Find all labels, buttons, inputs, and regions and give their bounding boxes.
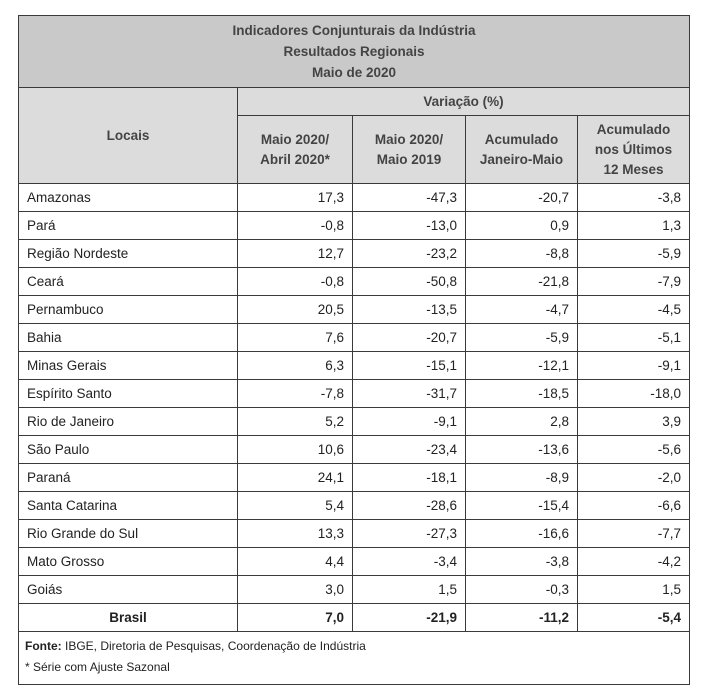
header-col-3-line-2: Janeiro-Maio	[479, 151, 564, 167]
cell-value: -5,9	[578, 240, 690, 268]
table-row	[19, 436, 690, 464]
cell-value: 3,9	[578, 408, 690, 436]
cell-value: -47,3	[353, 184, 466, 212]
table-row	[19, 380, 690, 408]
cell-value: 4,4	[238, 548, 353, 576]
cell-local: Mato Grosso	[19, 548, 238, 576]
cell-value: -7,8	[238, 380, 353, 408]
table-row	[19, 492, 690, 520]
header-col-4	[578, 116, 690, 184]
header-col-1-line-1: Maio 2020/	[260, 131, 330, 147]
cell-local: Santa Catarina	[19, 492, 238, 520]
cell-value: -2,0	[578, 464, 690, 492]
cell-total-value: -21,9	[353, 604, 466, 632]
cell-value: 7,6	[238, 324, 353, 352]
cell-value: -5,1	[578, 324, 690, 352]
cell-local: Amazonas	[19, 184, 238, 212]
table-container	[18, 15, 689, 685]
cell-value: 0,9	[466, 212, 578, 240]
cell-value: -4,5	[578, 296, 690, 324]
header-col-2	[353, 116, 466, 184]
cell-local: São Paulo	[19, 436, 238, 464]
footer-source-text: IBGE, Diretoria de Pesquisas, Coordenação de Indústria	[61, 639, 366, 653]
cell-value: 1,5	[353, 576, 466, 604]
cell-value: 5,2	[238, 408, 353, 436]
cell-value: 20,5	[238, 296, 353, 324]
cell-local: Minas Gerais	[19, 352, 238, 380]
header-col-3-line-1: Acumulado	[484, 131, 559, 147]
cell-value: -21,8	[466, 268, 578, 296]
cell-value: -3,4	[353, 548, 466, 576]
data-table	[18, 15, 690, 685]
cell-value: -4,7	[466, 296, 578, 324]
cell-value: 24,1	[238, 464, 353, 492]
footer-source-label: Fonte:	[25, 639, 62, 653]
total-row	[19, 604, 690, 632]
cell-value: -8,8	[466, 240, 578, 268]
cell-value: -50,8	[353, 268, 466, 296]
cell-value: -18,5	[466, 380, 578, 408]
cell-value: -7,9	[578, 268, 690, 296]
cell-local: Rio de Janeiro	[19, 408, 238, 436]
cell-value: 5,4	[238, 492, 353, 520]
footer-note: * Série com Ajuste Sazonal	[25, 660, 170, 674]
cell-value: -13,6	[466, 436, 578, 464]
table-row	[19, 464, 690, 492]
cell-value: -12,1	[466, 352, 578, 380]
cell-value: -13,0	[353, 212, 466, 240]
header-col-2-line-1: Maio 2020/	[374, 131, 444, 147]
cell-total-value: -11,2	[466, 604, 578, 632]
table-row	[19, 212, 690, 240]
cell-local: Rio Grande do Sul	[19, 520, 238, 548]
header-col-1-line-2: Abril 2020*	[260, 151, 330, 167]
cell-value: -13,5	[353, 296, 466, 324]
header-col-4-line-3: 12 Meses	[603, 161, 664, 177]
cell-value: -9,1	[353, 408, 466, 436]
cell-value: -8,9	[466, 464, 578, 492]
cell-value: -18,0	[578, 380, 690, 408]
title-line-3: Maio de 2020	[312, 65, 397, 80]
cell-value: -23,4	[353, 436, 466, 464]
cell-value: -7,7	[578, 520, 690, 548]
table-row	[19, 296, 690, 324]
table-title	[19, 16, 690, 88]
cell-value: -16,6	[466, 520, 578, 548]
cell-value: -5,6	[578, 436, 690, 464]
cell-value: -20,7	[466, 184, 578, 212]
cell-value: -0,3	[466, 576, 578, 604]
cell-local: Pará	[19, 212, 238, 240]
cell-value: 1,5	[578, 576, 690, 604]
header-col-4-line-1: Acumulado	[596, 121, 671, 137]
cell-value: -6,6	[578, 492, 690, 520]
cell-value: -28,6	[353, 492, 466, 520]
table-row	[19, 184, 690, 212]
cell-value: -3,8	[578, 184, 690, 212]
title-line-2: Resultados Regionais	[283, 44, 425, 59]
cell-total-value: 7,0	[238, 604, 353, 632]
cell-local: Paraná	[19, 464, 238, 492]
table-row	[19, 324, 690, 352]
cell-total-value: -5,4	[578, 604, 690, 632]
cell-value: 2,8	[466, 408, 578, 436]
table-row	[19, 240, 690, 268]
cell-value: 13,3	[238, 520, 353, 548]
table-row	[19, 268, 690, 296]
header-col-3	[466, 116, 578, 184]
cell-value: -3,8	[466, 548, 578, 576]
cell-value: 10,6	[238, 436, 353, 464]
cell-value: -15,1	[353, 352, 466, 380]
cell-value: 3,0	[238, 576, 353, 604]
cell-value: -23,2	[353, 240, 466, 268]
header-col-2-line-2: Maio 2019	[376, 151, 442, 167]
cell-total-local: Brasil	[19, 604, 238, 632]
cell-local: Ceará	[19, 268, 238, 296]
table-row	[19, 520, 690, 548]
header-variacao: Variação (%)	[238, 88, 690, 116]
cell-value: 12,7	[238, 240, 353, 268]
cell-value: -15,4	[466, 492, 578, 520]
cell-value: -0,8	[238, 212, 353, 240]
cell-value: -5,9	[466, 324, 578, 352]
cell-local: Região Nordeste	[19, 240, 238, 268]
cell-value: -0,8	[238, 268, 353, 296]
table-footer	[19, 632, 690, 685]
cell-value: -18,1	[353, 464, 466, 492]
cell-value: -27,3	[353, 520, 466, 548]
footer-source	[25, 636, 683, 657]
cell-value: 6,3	[238, 352, 353, 380]
table-row	[19, 548, 690, 576]
table-row	[19, 576, 690, 604]
cell-value: -9,1	[578, 352, 690, 380]
cell-value: -31,7	[353, 380, 466, 408]
header-locais: Locais	[19, 88, 238, 184]
cell-value: -20,7	[353, 324, 466, 352]
cell-value: 1,3	[578, 212, 690, 240]
cell-value: -4,2	[578, 548, 690, 576]
cell-local: Goiás	[19, 576, 238, 604]
cell-local: Espírito Santo	[19, 380, 238, 408]
header-col-1	[238, 116, 353, 184]
cell-local: Pernambuco	[19, 296, 238, 324]
table-row	[19, 408, 690, 436]
title-line-1: Indicadores Conjunturais da Indústria	[232, 23, 476, 38]
table-row	[19, 352, 690, 380]
cell-value: 17,3	[238, 184, 353, 212]
header-col-4-line-2: nos Últimos	[594, 141, 673, 157]
cell-local: Bahia	[19, 324, 238, 352]
